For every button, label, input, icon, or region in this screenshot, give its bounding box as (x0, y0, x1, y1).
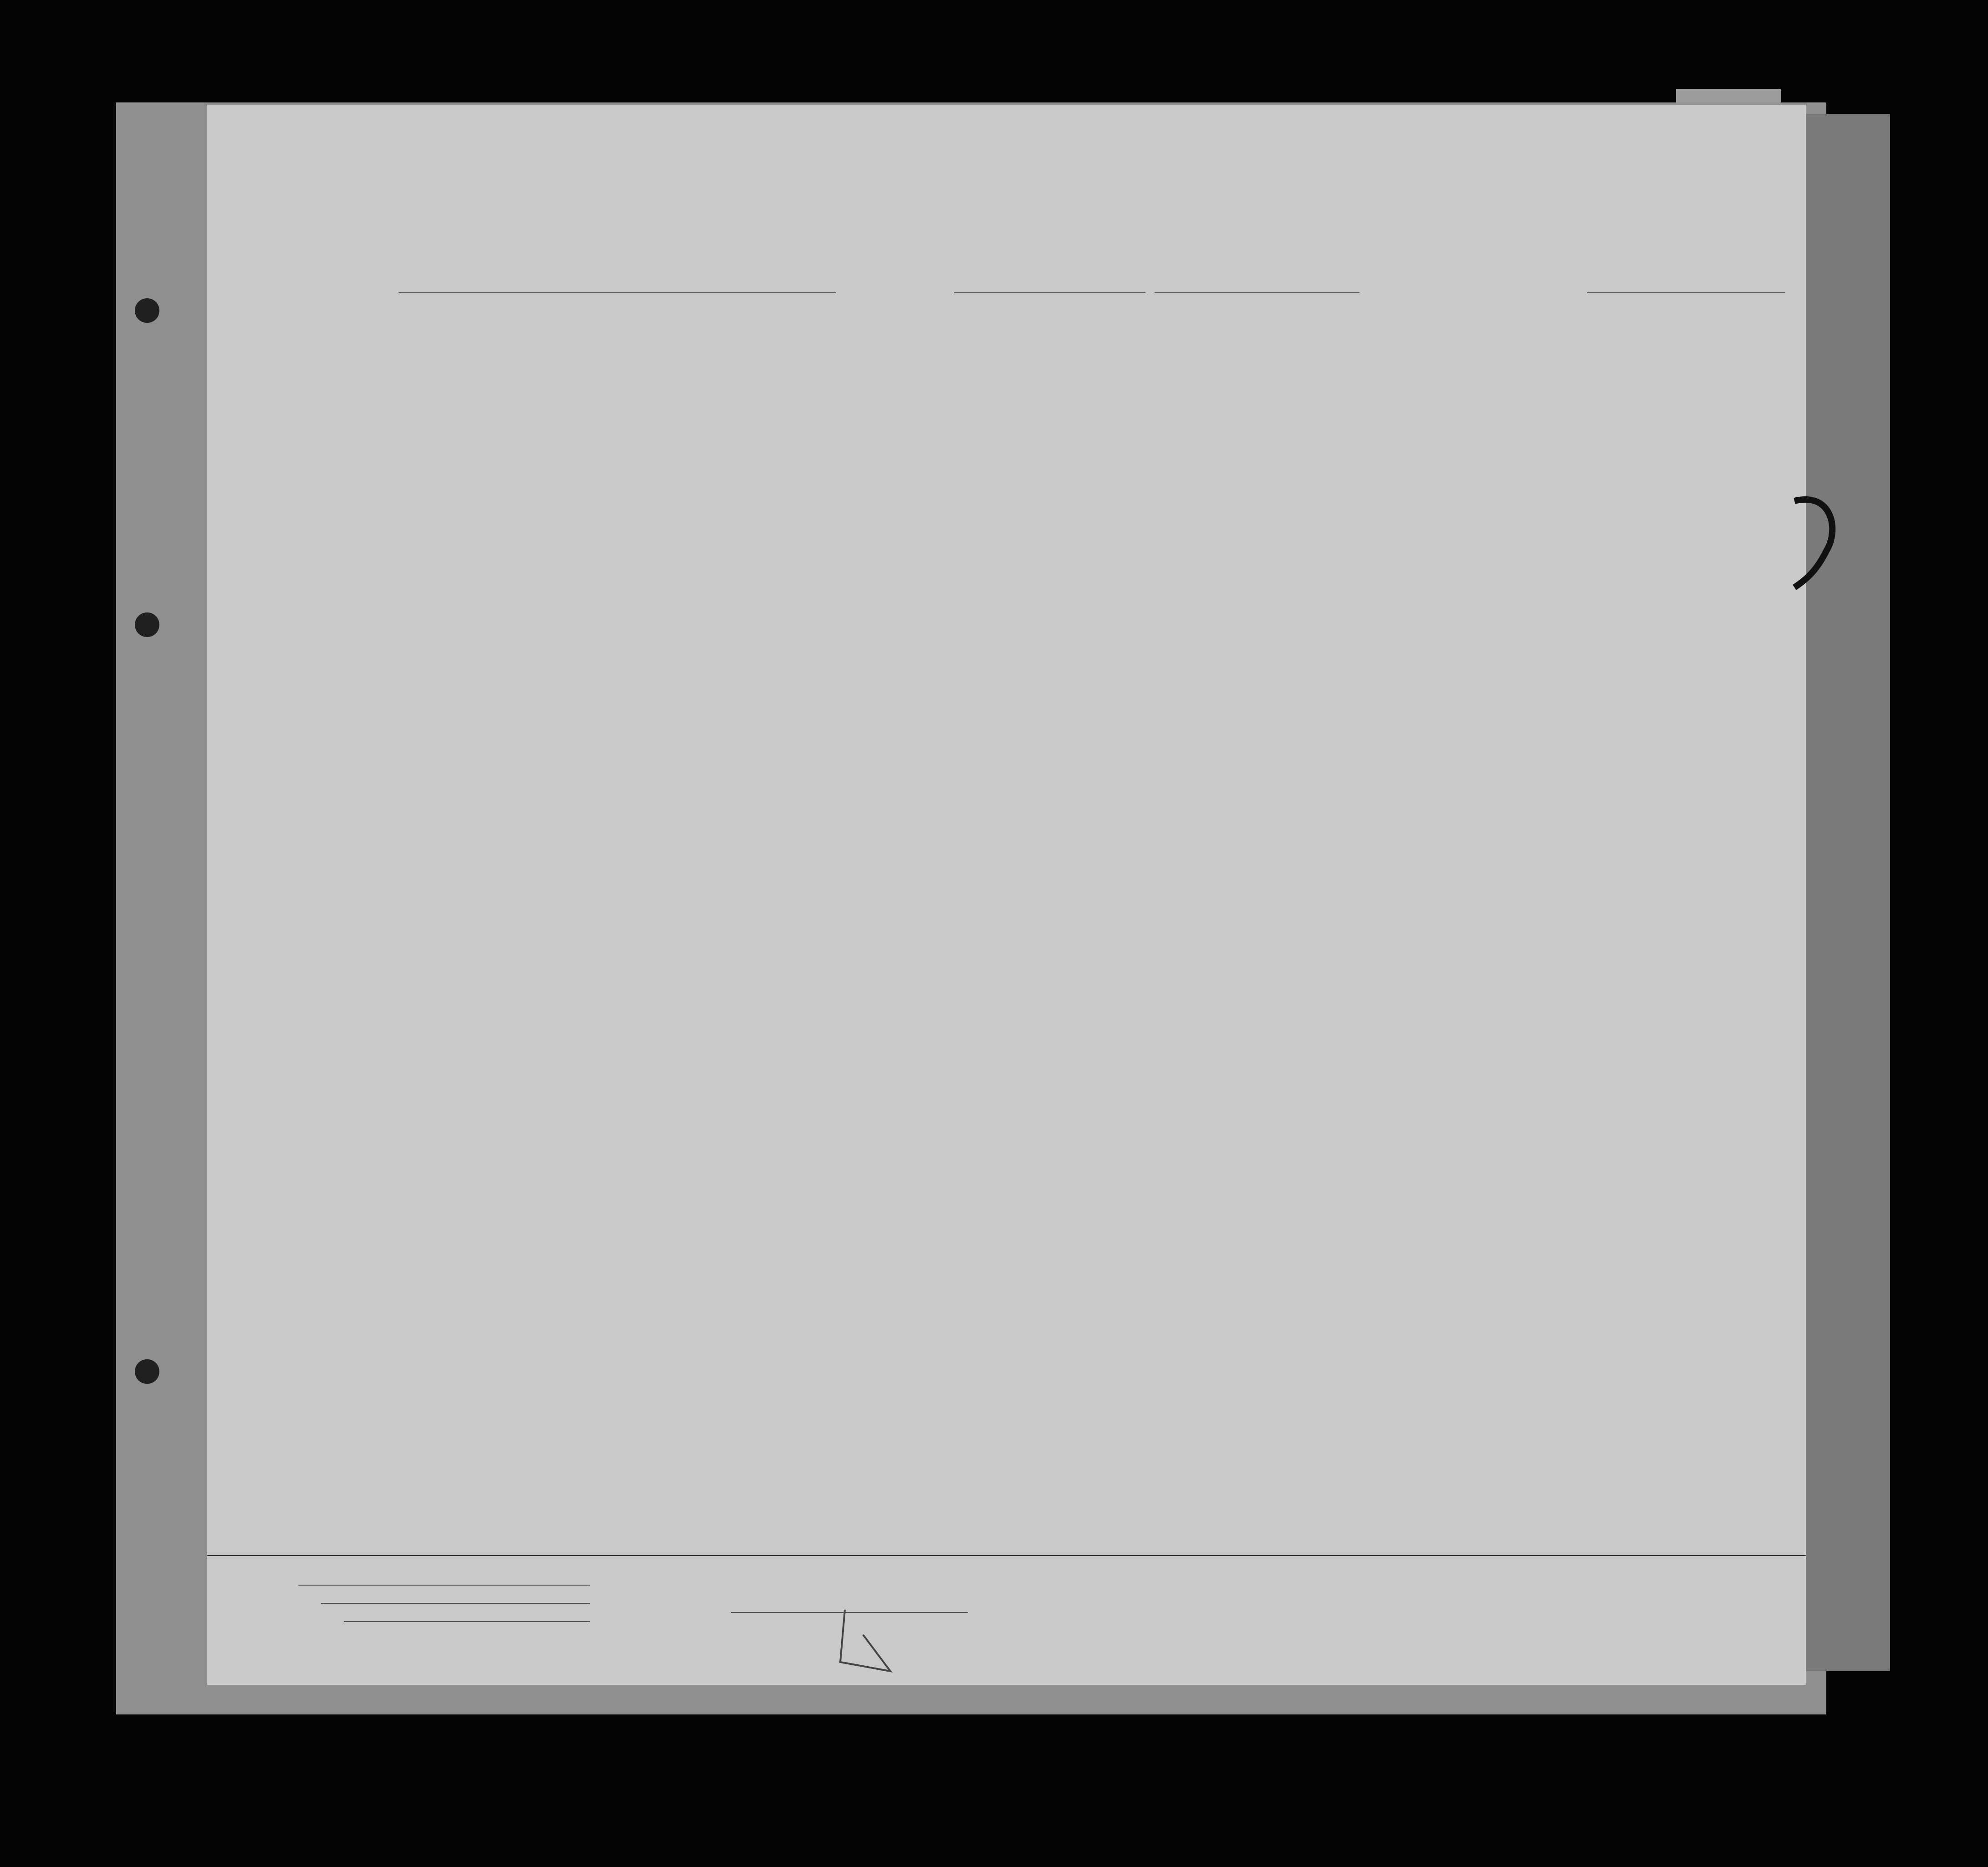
stacked-page-edge (1676, 89, 1781, 102)
binder-hole (135, 1359, 159, 1384)
binder-ring (1790, 487, 1845, 606)
binder-hole (135, 612, 159, 637)
manifest-sheet (207, 105, 1806, 1685)
binder-hole (135, 298, 159, 323)
signature-flourish (836, 1607, 899, 1676)
